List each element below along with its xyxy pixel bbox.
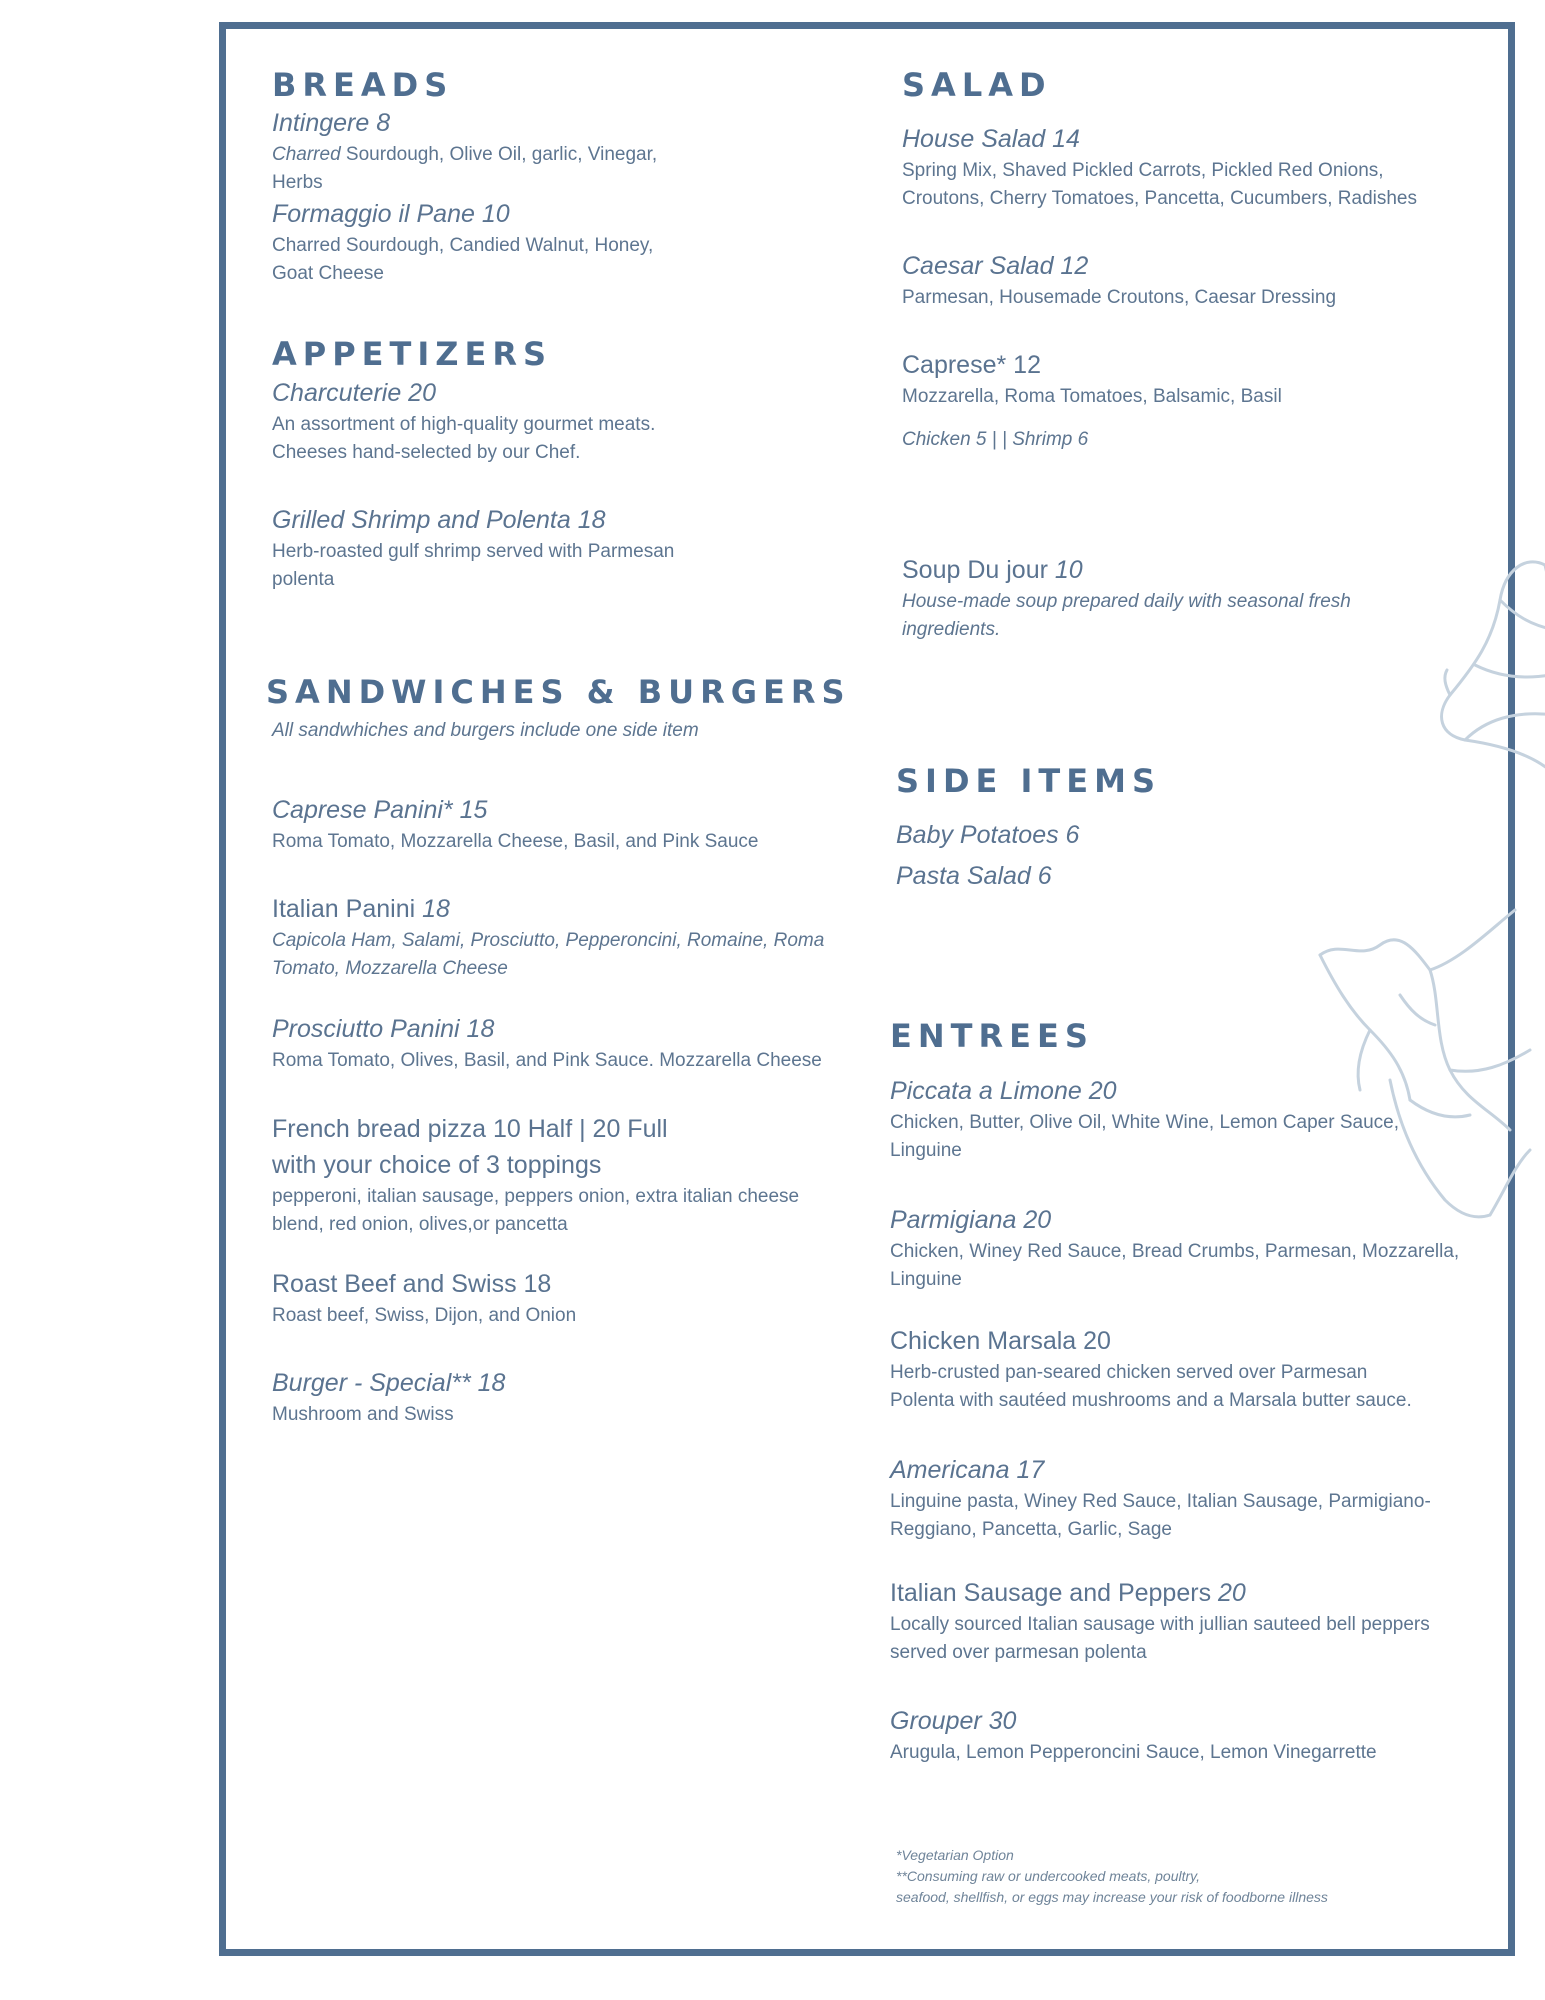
menu-item-desc: Chicken, Winey Red Sauce, Bread Crumbs, Parmesan, Mozzarella, [890, 1241, 1460, 1262]
entrees-heading: ENTREES [890, 1017, 1094, 1055]
menu-item-desc: blend, red onion, olives,or pancetta [272, 1214, 568, 1235]
menu-item-desc: Goat Cheese [272, 263, 384, 284]
menu-item-desc: Herb-roasted gulf shrimp served with Parmesan [272, 541, 675, 562]
menu-item-subtitle: with your choice of 3 toppings [272, 1151, 602, 1179]
menu-item-desc [272, 141, 657, 169]
item-price: 10 [1054, 556, 1083, 584]
menu-item-desc: Arugula, Lemon Pepperoncini Sauce, Lemon Vinegarrette [890, 1742, 1377, 1763]
menu-item-desc: Linguine [890, 1269, 962, 1290]
menu-item-desc: Capicola Ham, Salami, Prosciutto, Pepperoncini, Romaine, Roma [272, 930, 825, 951]
menu-item-desc: Linguine [890, 1140, 962, 1161]
item-price: 18 [422, 895, 450, 923]
menu-item-name [902, 554, 1083, 586]
menu-item-desc: pepperoni, italian sausage, peppers onion, extra italian cheese [272, 1186, 800, 1207]
menu-item-name: House Salad 14 [902, 125, 1080, 153]
menu-item-desc: Tomato, Mozzarella Cheese [272, 958, 508, 979]
menu-item-desc: Croutons, Cherry Tomatoes, Pancetta, Cucumbers, Radishes [902, 188, 1417, 209]
menu-item-name: Baby Potatoes 6 [896, 821, 1080, 849]
salad-heading: SALAD [902, 66, 1052, 104]
menu-item-desc: Herbs [272, 172, 323, 193]
sandwiches-note: All sandwhiches and burgers include one side item [272, 720, 699, 741]
footnote-raw-warning-cont: seafood, shellfish, or eggs may increase your risk of foodborne illness [896, 1889, 1328, 1905]
item-title: Soup Du jour [902, 556, 1055, 584]
menu-item-name: Caesar Salad 12 [902, 252, 1089, 280]
footnote-vegetarian: *Vegetarian Option [896, 1847, 1014, 1863]
desc-emphasis: Charred [272, 144, 341, 165]
menu-item-name: Americana 17 [890, 1456, 1045, 1484]
menu-item-desc: Polenta with sautéed mushrooms and a Marsala butter sauce. [890, 1390, 1412, 1411]
menu-item-desc: Reggiano, Pancetta, Garlic, Sage [890, 1519, 1173, 1540]
breads-heading: BREADS [272, 66, 454, 104]
menu-border [219, 22, 1515, 1956]
menu-item-name: Roast Beef and Swiss 18 [272, 1270, 552, 1298]
menu-item-desc: Roast beef, Swiss, Dijon, and Onion [272, 1305, 577, 1326]
menu-item-name: Formaggio il Pane 10 [272, 200, 510, 228]
menu-item-name: Charcuterie 20 [272, 379, 436, 407]
footnote-raw-warning: **Consuming raw or undercooked meats, poultry, [896, 1868, 1201, 1884]
menu-item-desc: Locally sourced Italian sausage with jullian sauteed bell peppers [890, 1614, 1430, 1635]
menu-item-name: Intingere 8 [272, 109, 391, 137]
menu-item-desc: An assortment of high-quality gourmet meats. [272, 414, 656, 435]
menu-item-desc: Roma Tomato, Mozzarella Cheese, Basil, and Pink Sauce [272, 831, 759, 852]
menu-item-desc: Mushroom and Swiss [272, 1404, 454, 1425]
menu-item-name: Chicken Marsala 20 [890, 1327, 1111, 1355]
menu-item-name: French bread pizza 10 Half | 20 Full [272, 1115, 668, 1143]
menu-item-desc: Mozzarella, Roma Tomatoes, Balsamic, Basil [902, 386, 1282, 407]
menu-item-name: Parmigiana 20 [890, 1206, 1052, 1234]
appetizers-heading: APPETIZERS [272, 335, 553, 373]
menu-item-desc: polenta [272, 569, 335, 590]
menu-item-desc: Spring Mix, Shaved Pickled Carrots, Pickled Red Onions, [902, 160, 1384, 181]
menu-item-name: Pasta Salad 6 [896, 862, 1052, 890]
menu-item-desc: ingredients. [902, 619, 1001, 640]
menu-item-name: Caprese* 12 [902, 351, 1041, 379]
side-items-heading: SIDE ITEMS [896, 762, 1161, 800]
desc-text: Sourdough, Olive Oil, garlic, Vinegar, [340, 144, 658, 165]
menu-item-desc: Roma Tomato, Olives, Basil, and Pink Sauce. Mozzarella Cheese [272, 1050, 822, 1071]
menu-item-name: Grilled Shrimp and Polenta 18 [272, 506, 606, 534]
menu-item-name: Grouper 30 [890, 1707, 1017, 1735]
item-title: Italian Sausage and Peppers [890, 1579, 1219, 1607]
item-title: Italian Panini [272, 895, 423, 923]
menu-item-name [272, 893, 450, 925]
menu-item-desc: House-made soup prepared daily with seasonal fresh [902, 591, 1351, 612]
item-price: 20 [1218, 1579, 1246, 1607]
menu-item-desc: served over parmesan polenta [890, 1642, 1147, 1663]
menu-item-desc: Linguine pasta, Winey Red Sauce, Italian Sausage, Parmigiano- [890, 1491, 1431, 1512]
menu-item-name: Piccata a Limone 20 [890, 1077, 1117, 1105]
menu-item-desc: Parmesan, Housemade Croutons, Caesar Dressing [902, 287, 1337, 308]
menu-item-name: Caprese Panini* 15 [272, 796, 488, 824]
menu-item-desc: Cheeses hand-selected by our Chef. [272, 442, 581, 463]
caprese-addon: Chicken 5 | | Shrimp 6 [902, 429, 1089, 450]
menu-item-desc: Herb-crusted pan-seared chicken served over Parmesan [890, 1362, 1368, 1383]
menu-item-desc: Charred Sourdough, Candied Walnut, Honey, [272, 235, 654, 256]
menu-item-name: Burger - Special** 18 [272, 1369, 506, 1397]
menu-item-desc: Chicken, Butter, Olive Oil, White Wine, Lemon Caper Sauce, [890, 1112, 1399, 1133]
sandwiches-heading: SANDWICHES & BURGERS [266, 673, 851, 711]
menu-item-name [890, 1577, 1246, 1609]
menu-item-name: Prosciutto Panini 18 [272, 1015, 495, 1043]
